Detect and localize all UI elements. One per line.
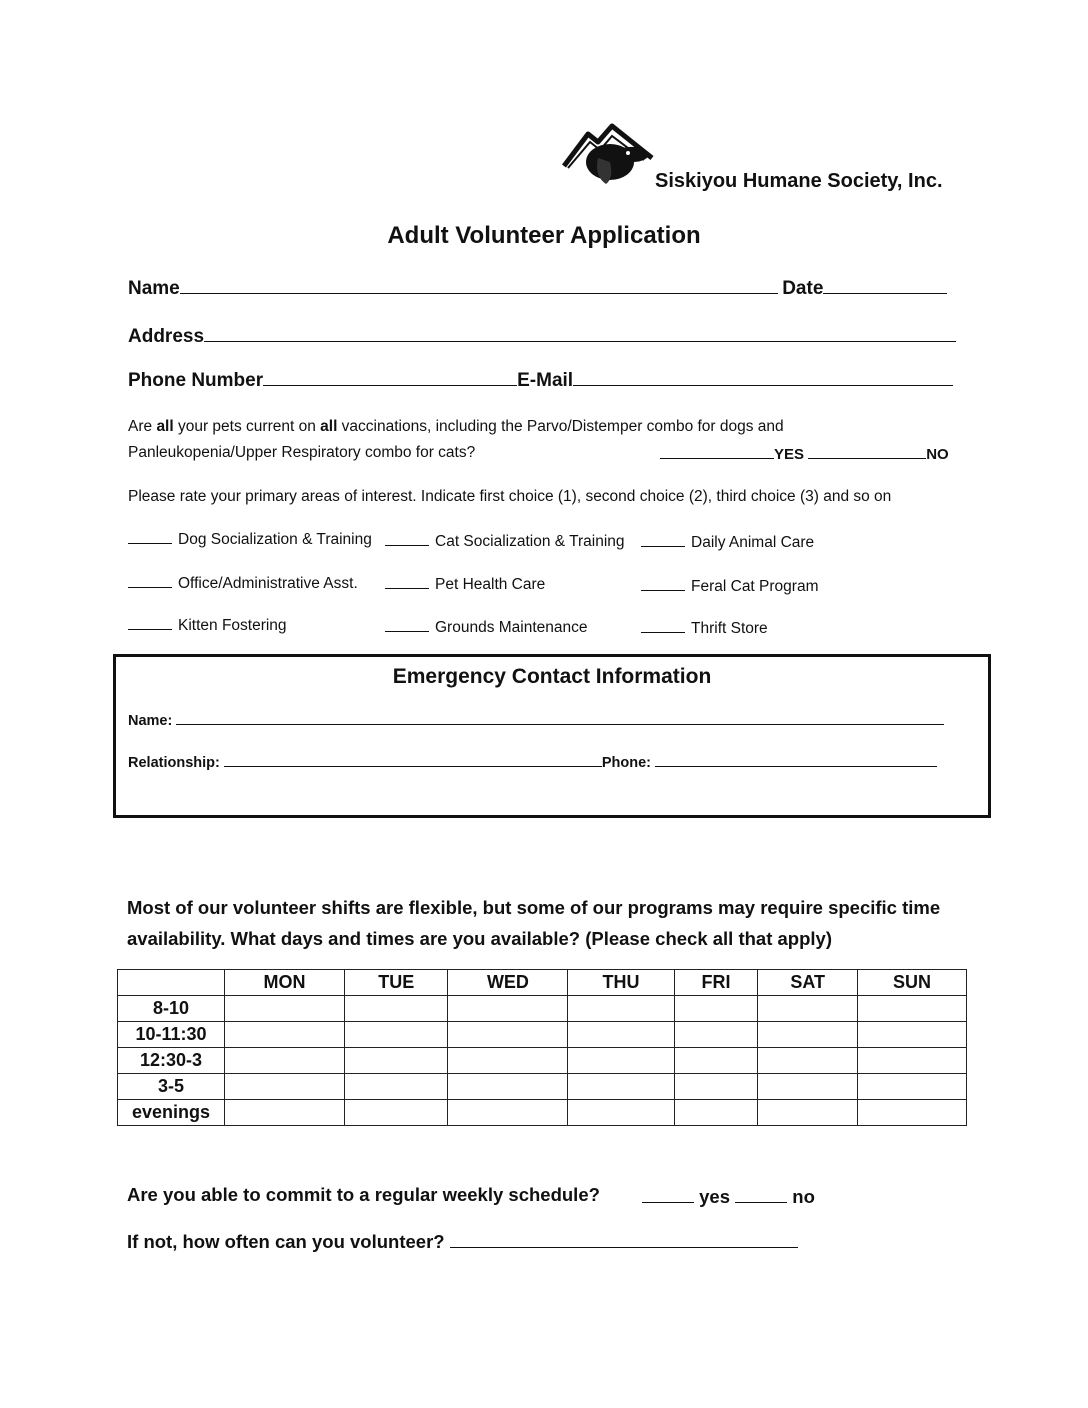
commit-yes-blank[interactable]: [642, 1190, 694, 1203]
availability-cell[interactable]: [345, 996, 448, 1022]
no-label: NO: [926, 446, 949, 463]
availability-cell[interactable]: [225, 1022, 345, 1048]
phone-email-row: [128, 370, 953, 392]
availability-cell[interactable]: [345, 1074, 448, 1100]
commit-yes-label: yes: [699, 1186, 731, 1207]
email-field[interactable]: [573, 371, 953, 386]
day-header: THU: [568, 970, 674, 996]
emergency-relationship-row: Relationship: Phone:: [128, 755, 937, 771]
emergency-name-row: Name:: [128, 713, 944, 729]
availability-cell[interactable]: [857, 1100, 966, 1126]
interest-cat-socialization[interactable]: Cat Socialization & Training: [385, 533, 625, 551]
availability-text: Most of our volunteer shifts are flexible, but some of our programs may require specific time availability. What days and times are you available? (Please check all that apply): [127, 897, 941, 949]
emergency-name-field[interactable]: [176, 714, 944, 725]
commit-no-label: no: [792, 1186, 815, 1207]
day-header: TUE: [345, 970, 448, 996]
availability-cell[interactable]: [857, 996, 966, 1022]
availability-cell[interactable]: [448, 1022, 568, 1048]
day-header: FRI: [674, 970, 758, 996]
day-header: SUN: [857, 970, 966, 996]
day-header: MON: [225, 970, 345, 996]
interest-office-admin[interactable]: Office/Administrative Asst.: [128, 575, 358, 593]
interest-kitten-fostering[interactable]: Kitten Fostering: [128, 617, 287, 635]
availability-cell[interactable]: [674, 1022, 758, 1048]
availability-cell[interactable]: [857, 1022, 966, 1048]
interest-thrift-store[interactable]: Thrift Store: [641, 620, 768, 638]
availability-cell[interactable]: [448, 996, 568, 1022]
commit-no-blank[interactable]: [735, 1190, 787, 1203]
table-header-row: [118, 970, 967, 996]
name-field[interactable]: [180, 279, 778, 294]
availability-cell[interactable]: [857, 1074, 966, 1100]
time-slot-label: 12:30-3: [118, 1048, 225, 1074]
name-date-row: [128, 278, 947, 300]
availability-cell[interactable]: [758, 1022, 858, 1048]
frequency-row: [127, 1231, 798, 1253]
availability-table: [117, 969, 967, 1126]
table-row: [118, 996, 967, 1022]
no-blank[interactable]: [808, 446, 926, 459]
address-row: [128, 326, 956, 348]
phone-label: Phone Number: [128, 370, 264, 391]
organization-name: Siskiyou Humane Society, Inc.: [655, 170, 943, 192]
frequency-field[interactable]: [450, 1235, 798, 1248]
day-header: WED: [448, 970, 568, 996]
availability-cell[interactable]: [568, 1048, 674, 1074]
yes-blank[interactable]: [660, 446, 774, 459]
interest-dog-socialization[interactable]: Dog Socialization & Training: [128, 531, 372, 549]
address-label: Address: [128, 326, 205, 347]
name-label: Name: [128, 278, 180, 299]
commitment-answer: [642, 1186, 815, 1208]
vaccination-question: Are all your pets current on all vaccinations, including the Parvo/Distemper combo for dogs and: [128, 418, 784, 435]
interests-instructions: Please rate your primary areas of interest. Indicate first choice (1), second choice (2), third choice (3) and so on: [128, 488, 892, 505]
page-title: Adult Volunteer Application: [387, 222, 701, 249]
availability-cell[interactable]: [448, 1100, 568, 1126]
availability-cell[interactable]: [345, 1048, 448, 1074]
table-row: [118, 1048, 967, 1074]
availability-cell[interactable]: [225, 1074, 345, 1100]
interest-grounds-maintenance[interactable]: Grounds Maintenance: [385, 619, 588, 637]
table-corner: [118, 970, 225, 996]
availability-cell[interactable]: [225, 1048, 345, 1074]
availability-cell[interactable]: [345, 1100, 448, 1126]
emergency-title: Emergency Contact Information: [392, 665, 712, 688]
date-label: Date: [782, 278, 824, 299]
date-field[interactable]: [823, 279, 947, 294]
availability-cell[interactable]: [674, 1048, 758, 1074]
availability-cell[interactable]: [857, 1048, 966, 1074]
availability-cell[interactable]: [568, 1100, 674, 1126]
availability-cell[interactable]: [448, 1048, 568, 1074]
availability-cell[interactable]: [568, 996, 674, 1022]
interest-pet-health-care[interactable]: Pet Health Care: [385, 576, 545, 594]
phone-field[interactable]: [263, 371, 517, 386]
address-field[interactable]: [204, 327, 956, 342]
availability-cell[interactable]: [568, 1074, 674, 1100]
availability-cell[interactable]: [758, 996, 858, 1022]
yes-label: YES: [774, 446, 805, 463]
table-row: [118, 1100, 967, 1126]
availability-cell[interactable]: [568, 1022, 674, 1048]
relationship-field[interactable]: [224, 756, 602, 767]
interest-feral-cat-program[interactable]: Feral Cat Program: [641, 578, 818, 596]
time-slot-label: 10-11:30: [118, 1022, 225, 1048]
availability-cell[interactable]: [758, 1048, 858, 1074]
day-header: SAT: [758, 970, 858, 996]
availability-cell[interactable]: [448, 1074, 568, 1100]
vaccination-question-line2: Panleukopenia/Upper Respiratory combo for cats?: [128, 444, 476, 461]
dog-mountain-logo-icon: [560, 122, 656, 190]
time-slot-label: 3-5: [118, 1074, 225, 1100]
availability-cell[interactable]: [225, 1100, 345, 1126]
availability-cell[interactable]: [674, 996, 758, 1022]
frequency-question: If not, how often can you volunteer?: [127, 1231, 445, 1252]
time-slot-label: 8-10: [118, 996, 225, 1022]
table-row: [118, 1074, 967, 1100]
time-slot-label: evenings: [118, 1100, 225, 1126]
availability-cell[interactable]: [345, 1022, 448, 1048]
availability-cell[interactable]: [225, 996, 345, 1022]
availability-cell[interactable]: [674, 1100, 758, 1126]
vaccination-answer: [660, 446, 949, 463]
emergency-contact-box: [113, 654, 991, 818]
interest-daily-animal-care[interactable]: Daily Animal Care: [641, 534, 814, 552]
commitment-question: Are you able to commit to a regular weekly schedule?: [127, 1184, 600, 1205]
table-row: [118, 1022, 967, 1048]
availability-cell[interactable]: [674, 1074, 758, 1100]
availability-cell[interactable]: [758, 1100, 858, 1126]
email-label: E-Mail: [517, 370, 574, 391]
availability-cell[interactable]: [758, 1074, 858, 1100]
emergency-phone-field[interactable]: [655, 756, 937, 767]
